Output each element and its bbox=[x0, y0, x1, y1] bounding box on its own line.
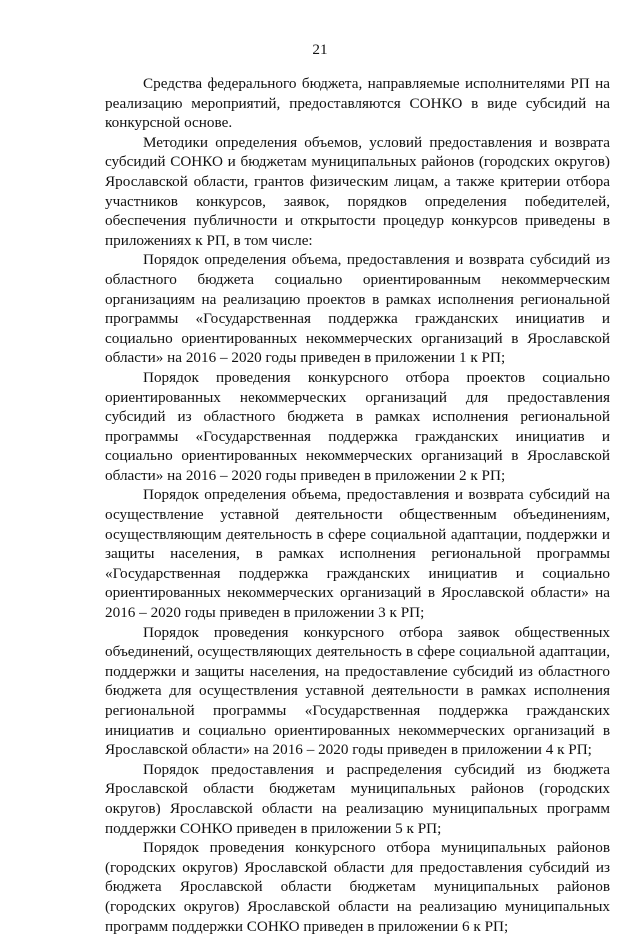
page-number: 21 bbox=[312, 41, 328, 58]
document-body bbox=[105, 74, 610, 936]
paragraph-appendix-5: Порядок предоставления и распределения субсидий из бюджета Ярославской области бюджетам муниципальных районов (городских округов) Ярославской области на реализацию муниципальных программ поддержки СОНКО приведен в приложении 5 к РП; bbox=[105, 760, 610, 837]
paragraph-appendix-6: Порядок проведения конкурсного отбора муниципальных районов (городских округов) Ярославской области для предоставления субсидий из бюджета Ярославской области бюджетам муниципальных районов (городских округов) Ярославской области на реализацию муниципальных программ поддержки СОНКО приведен в приложении 6 к РП; bbox=[105, 839, 610, 935]
paragraph-appendix-1: Порядок определения объема, предоставления и возврата субсидий из областного бюджета социально ориентированным некоммерческим организациям на реализацию проектов в рамках исполнения региональной программы «Государственная поддержка гражданских инициатив и социально ориентированных некоммерческих организаций в Ярославской области» на 2016 – 2020 годы приведен в приложении 1 к РП; bbox=[105, 251, 610, 367]
paragraph-methodologies: Методики определения объемов, условий предоставления и возврата субсидий СОНКО и бюджетам муниципальных районов (городских округов) Ярославской области, грантов физическим лицам, а также критерии отбора участников конкурсов, заявок, порядков определения победителей, обеспечения публичности и открытости процедур конкурсов приведены в приложениях к РП, в том числе: bbox=[105, 133, 610, 249]
paragraph-appendix-4: Порядок проведения конкурсного отбора заявок общественных объединений, осуществляющих деятельность в сфере социальной адаптации, поддержки и защиты населения, на предоставление субсидий из областного бюджета для осуществления уставной деятельности в рамках исполнения региональной программы «Государственная поддержка гражданских инициатив и социально ориентированных некоммерческих организаций в Ярославской области» на 2016 – 2020 годы приведен в приложении 4 к РП; bbox=[105, 623, 610, 759]
paragraph-federal-budget: Средства федерального бюджета, направляемые исполнителями РП на реализацию мероприятий, предоставляются СОНКО в виде субсидий на конкурсной основе. bbox=[105, 75, 610, 132]
paragraph-appendix-3: Порядок определения объема, предоставления и возврата субсидий на осуществление уставной деятельности общественным объединениям, осуществляющим деятельность в сфере социальной адаптации, поддержки и защиты населения, в рамках исполнения региональной программы «Государственная поддержка гражданских инициатив и социально ориентированных некоммерческих организаций в Ярославской области» на 2016 – 2020 годы приведен в приложении 3 к РП; bbox=[105, 486, 610, 622]
paragraph-appendix-2: Порядок проведения конкурсного отбора проектов социально ориентированных некоммерческих организаций для предоставления субсидий из областного бюджета в рамках исполнения региональной программы «Государственная поддержка гражданских инициатив и социально ориентированных некоммерческих организаций в Ярославской области» на 2016 – 2020 годы приведен в приложении 2 к РП; bbox=[105, 368, 610, 484]
